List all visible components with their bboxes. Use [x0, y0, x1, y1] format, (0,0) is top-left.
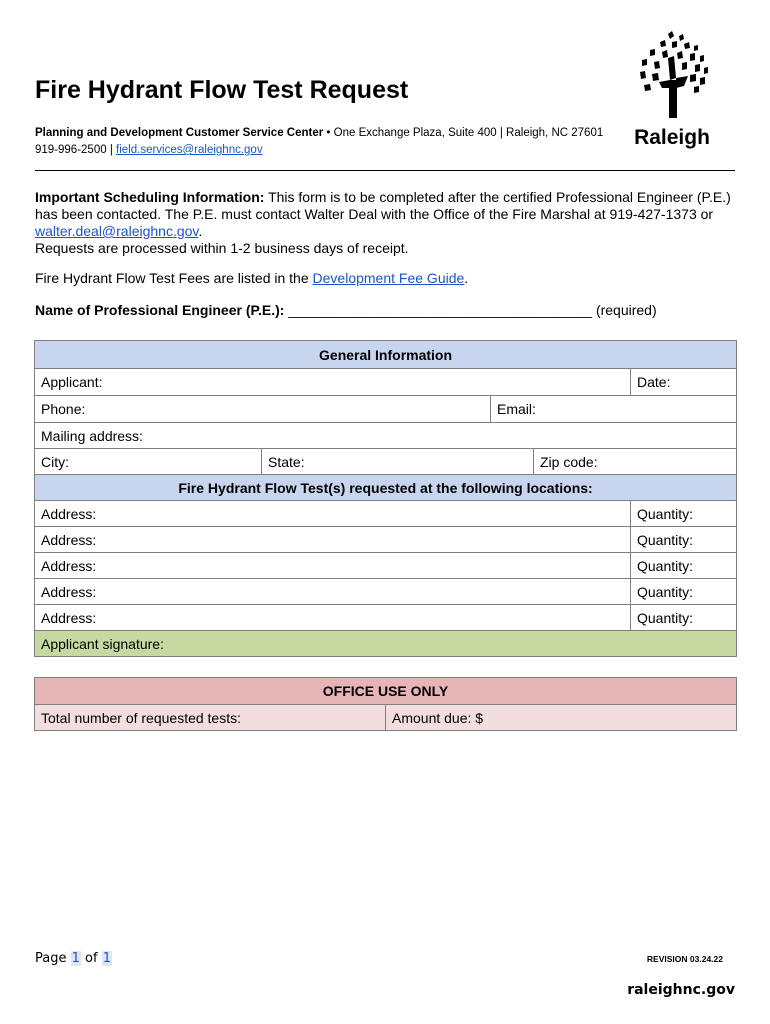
- bullet-separator: •: [326, 127, 331, 139]
- phone-field[interactable]: Phone:: [35, 396, 491, 423]
- office-phone: 919-996-2500: [35, 144, 107, 156]
- pe-name-field[interactable]: [35, 302, 740, 319]
- location-address-field[interactable]: Address:: [35, 579, 631, 605]
- raleigh-logo-text: Raleigh: [634, 126, 710, 149]
- location-address-field[interactable]: Address:: [35, 605, 631, 631]
- email-field[interactable]: Email:: [491, 396, 737, 423]
- total-tests-field[interactable]: Total number of requested tests:: [35, 705, 386, 731]
- location-quantity-field[interactable]: Quantity:: [631, 579, 737, 605]
- office-use-table: [34, 677, 737, 731]
- general-info-heading: General Information: [35, 341, 737, 369]
- applicant-signature-field[interactable]: Applicant signature:: [35, 631, 737, 657]
- fee-guide-link[interactable]: Development Fee Guide: [312, 270, 465, 286]
- office-name: Planning and Development Customer Service Center: [35, 127, 324, 139]
- general-info-table: [34, 340, 737, 657]
- revision-label: REVISION 03.24.22: [646, 954, 723, 964]
- location-row: [35, 579, 737, 605]
- page-number: [35, 951, 112, 966]
- amount-due-field[interactable]: Amount due: $: [386, 705, 737, 731]
- site-url: raleighnc.gov: [627, 982, 735, 998]
- applicant-field[interactable]: Applicant:: [35, 369, 631, 396]
- location-address-field[interactable]: Address:: [35, 527, 631, 553]
- location-row: [35, 501, 737, 527]
- scheduling-text: This form is to be completed after the certified Professional Engineer (P.E.) has been contacted. The P.E. must contact Walter Deal with the Office of the Fire Marshal at 919-427-1373 or: [35, 189, 731, 222]
- fire-marshal-email-link[interactable]: walter.deal@raleighnc.gov: [35, 223, 199, 239]
- office-use-heading: OFFICE USE ONLY: [35, 678, 737, 705]
- state-field[interactable]: State:: [262, 449, 534, 475]
- zip-code-field[interactable]: Zip code:: [534, 449, 737, 475]
- city-field[interactable]: City:: [35, 449, 262, 475]
- page-current: 1: [71, 951, 80, 966]
- location-row: [35, 553, 737, 579]
- contact-line: [35, 144, 263, 156]
- header-divider: [35, 170, 735, 171]
- page-title: Fire Hydrant Flow Test Request: [35, 76, 409, 104]
- location-address-field[interactable]: Address:: [35, 553, 631, 579]
- location-row: [35, 527, 737, 553]
- page-prefix: Page: [35, 951, 67, 966]
- location-quantity-field[interactable]: Quantity:: [631, 553, 737, 579]
- fees-period: .: [464, 270, 469, 286]
- pe-label: Name of Professional Engineer (P.E.):: [35, 302, 285, 318]
- pe-line[interactable]: _______________________________________: [288, 302, 593, 318]
- scheduling-period: .: [198, 223, 203, 239]
- date-field[interactable]: Date:: [631, 369, 737, 396]
- office-address-line: [35, 127, 603, 139]
- location-quantity-field[interactable]: Quantity:: [631, 501, 737, 527]
- processing-time: Requests are processed within 1-2 business days of receipt.: [35, 240, 409, 256]
- location-row: [35, 605, 737, 631]
- location-quantity-field[interactable]: Quantity:: [631, 527, 737, 553]
- locations-heading: Fire Hydrant Flow Test(s) requested at the following locations:: [35, 475, 737, 501]
- location-address-field[interactable]: Address:: [35, 501, 631, 527]
- office-address: One Exchange Plaza, Suite 400 | Raleigh, NC 27601: [333, 127, 604, 139]
- scheduling-info: [35, 189, 740, 257]
- contact-separator: |: [109, 144, 113, 156]
- mailing-address-field[interactable]: Mailing address:: [35, 423, 737, 449]
- fees-info: [35, 270, 740, 287]
- office-email-link[interactable]: field.services@raleighnc.gov: [116, 144, 263, 156]
- page-total: 1: [102, 951, 111, 966]
- location-quantity-field[interactable]: Quantity:: [631, 605, 737, 631]
- scheduling-label: Important Scheduling Information:: [35, 189, 265, 205]
- pe-required: (required): [595, 302, 657, 318]
- page-of: of: [85, 951, 98, 966]
- fees-text: Fire Hydrant Flow Test Fees are listed in the: [35, 270, 309, 286]
